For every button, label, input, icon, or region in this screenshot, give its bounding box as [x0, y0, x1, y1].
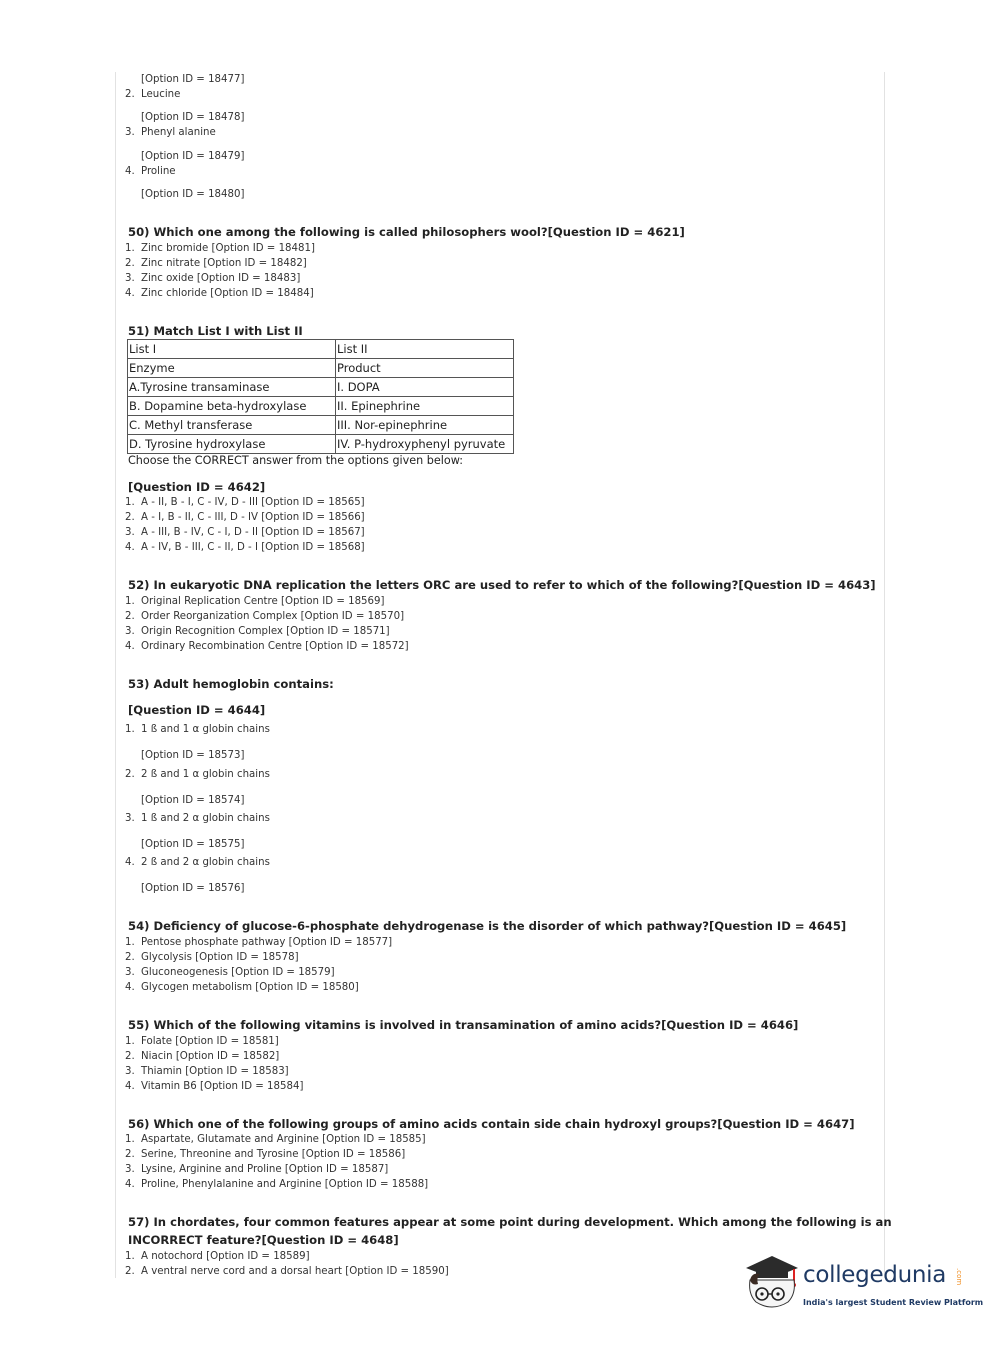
list-item: 1. Pentose phosphate pathway [Option ID = 18577]: [125, 937, 393, 948]
match-table: [127, 339, 514, 454]
table-cell: D. Tyrosine hydroxylase: [128, 435, 336, 454]
list-item: 3. Zinc oxide [Option ID = 18483]: [125, 273, 301, 284]
question-title: 55) Which of the following vitamins is involved in transamination of amino acids?[Question ID = 4646]: [128, 1018, 799, 1032]
table-row: [128, 359, 514, 378]
list-item: 1. A notochord [Option ID = 18589]: [125, 1251, 310, 1262]
list-item: 1. Aspartate, Glutamate and Arginine [Option ID = 18585]: [125, 1134, 426, 1145]
list-item: 3. Gluconeogenesis [Option ID = 18579]: [125, 967, 335, 978]
table-row: [128, 340, 514, 359]
table-row: [128, 397, 514, 416]
list-item: 4. Vitamin B6 [Option ID = 18584]: [125, 1081, 304, 1092]
table-cell: IV. P-hydroxyphenyl pyruvate: [336, 435, 514, 454]
list-item: 1. Folate [Option ID = 18581]: [125, 1036, 279, 1047]
list-item: 4. 2 ß and 2 α globin chains: [125, 857, 270, 868]
list-item: 2. Glycolysis [Option ID = 18578]: [125, 952, 299, 963]
question-title: 54) Deficiency of glucose-6-phosphate dehydrogenase is the disorder of which pathway?[Question ID = 4645]: [128, 919, 847, 933]
option-id: [Option ID = 18478]: [141, 112, 245, 123]
brand-name: collegedunia: [803, 1262, 947, 1288]
list-item: 1. Zinc bromide [Option ID = 18481]: [125, 243, 315, 254]
table-row: [128, 378, 514, 397]
list-item: 3. Origin Recognition Complex [Option ID = 18571]: [125, 626, 390, 637]
option-id: [Option ID = 18575]: [141, 839, 245, 850]
question-title-cont: INCORRECT feature?[Question ID = 4648]: [128, 1233, 399, 1247]
table-cell: A.Tyrosine transaminase: [128, 378, 336, 397]
option-id: [Option ID = 18576]: [141, 883, 245, 894]
table-cell: III. Nor-epinephrine: [336, 416, 514, 435]
list-item: 2. Leucine: [125, 89, 181, 100]
mascot-logo-icon: [742, 1250, 800, 1312]
list-item: 4. Proline: [125, 166, 176, 177]
list-item: 4. Proline, Phenylalanine and Arginine [Option ID = 18588]: [125, 1179, 429, 1190]
list-item: 1. Original Replication Centre [Option ID = 18569]: [125, 596, 385, 607]
option-id: [Option ID = 18573]: [141, 750, 245, 761]
list-item: 1. 1 ß and 1 α globin chains: [125, 724, 270, 735]
list-item: 2. Serine, Threonine and Tyrosine [Option ID = 18586]: [125, 1149, 406, 1160]
option-id: [Option ID = 18480]: [141, 189, 245, 200]
list-item: 3. Phenyl alanine: [125, 127, 216, 138]
list-item: 2. Order Reorganization Complex [Option ID = 18570]: [125, 611, 405, 622]
brand-suffix: .com: [955, 1268, 963, 1286]
list-item: 4. Zinc chloride [Option ID = 18484]: [125, 288, 314, 299]
left-margin-line: [115, 72, 116, 1278]
list-item: 4. Ordinary Recombination Centre [Option ID = 18572]: [125, 641, 409, 652]
list-item: 3. 1 ß and 2 α globin chains: [125, 813, 270, 824]
table-cell: B. Dopamine beta-hydroxylase: [128, 397, 336, 416]
list-item: 1. A - II, B - I, C - IV, D - III [Option ID = 18565]: [125, 497, 365, 508]
question-title: 53) Adult hemoglobin contains:: [128, 677, 334, 691]
option-id: [Option ID = 18574]: [141, 795, 245, 806]
table-cell: Product: [336, 359, 514, 378]
option-id: [Option ID = 18477]: [141, 74, 245, 85]
table-cell: C. Methyl transferase: [128, 416, 336, 435]
list-item: 3. Lysine, Arginine and Proline [Option ID = 18587]: [125, 1164, 389, 1175]
instruction-text: Choose the CORRECT answer from the options given below:: [128, 454, 464, 467]
right-margin-line: [884, 72, 885, 1278]
option-id: [Option ID = 18479]: [141, 151, 245, 162]
list-item: 2. Niacin [Option ID = 18582]: [125, 1051, 280, 1062]
question-title: 50) Which one among the following is called philosophers wool?[Question ID = 4621]: [128, 225, 685, 239]
question-title: 52) In eukaryotic DNA replication the letters ORC are used to refer to which of the following?[Question ID = 4643]: [128, 578, 876, 592]
list-item: 2. A ventral nerve cord and a dorsal heart [Option ID = 18590]: [125, 1266, 449, 1277]
brand-tagline: India's largest Student Review Platform: [803, 1298, 984, 1307]
table-cell: List I: [128, 340, 336, 359]
question-title: 57) In chordates, four common features appear at some point during development. Which among the following is an: [128, 1215, 892, 1229]
list-item: 4. Glycogen metabolism [Option ID = 18580]: [125, 982, 359, 993]
table-row: [128, 416, 514, 435]
list-item: 3. A - III, B - IV, C - I, D - II [Option ID = 18567]: [125, 527, 365, 538]
table-row: [128, 435, 514, 454]
table-cell: List II: [336, 340, 514, 359]
table-cell: Enzyme: [128, 359, 336, 378]
list-item: 4. A - IV, B - III, C - II, D - I [Option ID = 18568]: [125, 542, 365, 553]
question-id: [Question ID = 4644]: [128, 703, 266, 717]
question-title: 56) Which one of the following groups of amino acids contain side chain hydroxyl groups?[Question ID = 4647]: [128, 1117, 855, 1131]
question-id: [Question ID = 4642]: [128, 480, 266, 494]
list-item: 2. 2 ß and 1 α globin chains: [125, 769, 270, 780]
table-cell: I. DOPA: [336, 378, 514, 397]
question-title: 51) Match List I with List II: [128, 324, 303, 338]
list-item: 2. Zinc nitrate [Option ID = 18482]: [125, 258, 307, 269]
table-cell: II. Epinephrine: [336, 397, 514, 416]
list-item: 3. Thiamin [Option ID = 18583]: [125, 1066, 289, 1077]
list-item: 2. A - I, B - II, C - III, D - IV [Option ID = 18566]: [125, 512, 365, 523]
